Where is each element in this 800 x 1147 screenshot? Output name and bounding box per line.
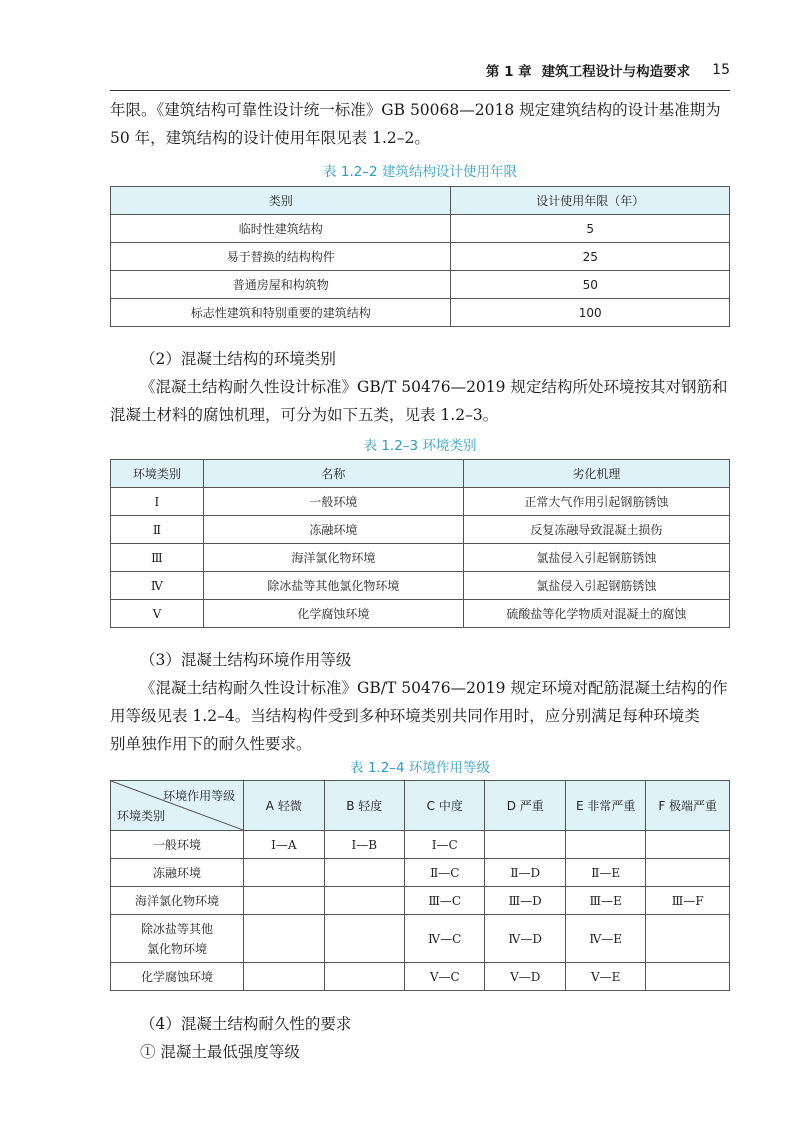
intro-paragraph <box>110 96 730 152</box>
chapter-title: 建筑工程设计与构造要求 <box>541 64 691 80</box>
table2-header-class: 环境类别 <box>111 460 204 488</box>
table2-header-mechanism: 劣化机理 <box>463 460 729 488</box>
table3-header-b: B 轻度 <box>324 781 404 831</box>
table-cell: Ⅲ <box>111 544 204 572</box>
table-row <box>111 600 730 628</box>
environment-action-grade-table <box>110 780 730 991</box>
table-cell: Ⅲ—D <box>485 887 565 915</box>
section3-line-2: 用等级见表 1.2–4。当结构构件受到多种环境类别共同作用时，应分别满足每种环境类 <box>110 707 700 725</box>
section4-heading: （4）混凝土结构耐久性的要求 <box>140 1015 352 1033</box>
table-cell: Ⅰ—B <box>324 831 404 859</box>
section4-subheading: ① 混凝土最低强度等级 <box>140 1043 300 1061</box>
table-cell: 5 <box>451 215 730 243</box>
table-cell: Ⅴ—C <box>405 963 485 991</box>
table3-corner-header <box>111 781 244 831</box>
row-label-line-1: 除冰盐等其他 <box>141 921 214 936</box>
row-label: 冻融环境 <box>111 859 244 887</box>
table-cell: Ⅲ—C <box>405 887 485 915</box>
table-row <box>111 859 730 887</box>
table-row <box>111 831 730 859</box>
row-label <box>111 915 244 963</box>
table-cell: Ⅳ—E <box>565 915 645 963</box>
section3-line-3: 别单独作用下的耐久性要求。 <box>110 735 312 753</box>
table-cell <box>646 859 730 887</box>
table-cell <box>324 859 404 887</box>
intro-line-2: 50 年，建筑结构的设计使用年限见表 1.2–2。 <box>110 129 430 147</box>
table3-header-c: C 中度 <box>405 781 485 831</box>
section2-heading: （2）混凝土结构的环境类别 <box>140 350 336 368</box>
table-cell: 除冰盐等其他氯化物环境 <box>203 572 463 600</box>
corner-bottom-label: 环境类别 <box>117 809 166 823</box>
section3-line-1: 《混凝土结构耐久性设计标准》GB/T 50476—2019 规定环境对配筋混凝土结构的作 <box>140 679 728 697</box>
corner-top-label: 环境作用等级 <box>163 789 236 803</box>
table-cell: 冻融环境 <box>203 516 463 544</box>
table-cell: 反复冻融导致混凝土损伤 <box>463 516 729 544</box>
table-cell <box>646 831 730 859</box>
chapter-number: 第 1 章 <box>485 64 532 80</box>
table-row <box>111 299 730 327</box>
table-cell: Ⅰ—C <box>405 831 485 859</box>
table3-header-a: A 轻微 <box>244 781 324 831</box>
table-cell <box>565 831 645 859</box>
table-row <box>111 271 730 299</box>
table-cell: 正常大气作用引起钢筋锈蚀 <box>463 488 729 516</box>
table-row <box>111 215 730 243</box>
table-cell: Ⅳ <box>111 572 204 600</box>
row-label: 一般环境 <box>111 831 244 859</box>
section2-line-1: 《混凝土结构耐久性设计标准》GB/T 50476—2019 规定结构所处环境按其对钢筋和 <box>140 378 728 396</box>
table-cell: 海洋氯化物环境 <box>203 544 463 572</box>
table1-header-years: 设计使用年限（年） <box>451 187 730 215</box>
table3-header-f: F 极端严重 <box>646 781 730 831</box>
table-cell <box>646 963 730 991</box>
table-cell: 标志性建筑和特别重要的建筑结构 <box>111 299 451 327</box>
section3-paragraph <box>110 674 730 758</box>
table-cell: 25 <box>451 243 730 271</box>
table-row <box>111 915 730 963</box>
table-cell: Ⅲ—E <box>565 887 645 915</box>
table-cell: 临时性建筑结构 <box>111 215 451 243</box>
table-cell: 50 <box>451 271 730 299</box>
table3-header-e: E 非常严重 <box>565 781 645 831</box>
table-row <box>111 963 730 991</box>
table-row <box>111 887 730 915</box>
table-cell: 化学腐蚀环境 <box>203 600 463 628</box>
table-row <box>111 516 730 544</box>
table2-caption: 表 1.2–3 环境类别 <box>363 438 477 454</box>
table-cell <box>324 915 404 963</box>
table1-caption: 表 1.2–2 建筑结构设计使用年限 <box>323 164 517 180</box>
table-cell: Ⅱ—E <box>565 859 645 887</box>
table-row <box>111 243 730 271</box>
table3-header-d: D 严重 <box>485 781 565 831</box>
table-cell <box>244 859 324 887</box>
table-cell: Ⅳ—D <box>485 915 565 963</box>
table-row <box>111 544 730 572</box>
table-cell: 100 <box>451 299 730 327</box>
table-cell: Ⅰ—A <box>244 831 324 859</box>
table-cell: 普通房屋和构筑物 <box>111 271 451 299</box>
row-label: 化学腐蚀环境 <box>111 963 244 991</box>
row-label: 海洋氯化物环境 <box>111 887 244 915</box>
table-cell <box>244 915 324 963</box>
table-cell <box>324 963 404 991</box>
table-cell <box>646 915 730 963</box>
environment-class-table <box>110 459 730 628</box>
table-cell <box>244 887 324 915</box>
table-cell: 氯盐侵入引起钢筋锈蚀 <box>463 544 729 572</box>
table3-caption: 表 1.2–4 环境作用等级 <box>350 760 490 776</box>
table-cell: Ⅴ—E <box>565 963 645 991</box>
table-cell: Ⅴ <box>111 600 204 628</box>
table-cell: Ⅲ—F <box>646 887 730 915</box>
section2-paragraph <box>110 373 730 429</box>
table-cell: Ⅴ—D <box>485 963 565 991</box>
table-cell <box>244 963 324 991</box>
table-cell <box>324 887 404 915</box>
table-cell: Ⅱ—C <box>405 859 485 887</box>
table-cell: 易于替换的结构构件 <box>111 243 451 271</box>
table1-header-category: 类别 <box>111 187 451 215</box>
table-cell: Ⅱ <box>111 516 204 544</box>
section2-line-2: 混凝土材料的腐蚀机理，可分为如下五类，见表 1.2–3。 <box>110 406 499 424</box>
page-number: 15 <box>712 62 730 78</box>
table-row <box>111 488 730 516</box>
table-cell: 一般环境 <box>203 488 463 516</box>
table-cell <box>485 831 565 859</box>
intro-line-1: 年限。《建筑结构可靠性设计统一标准》GB 50068—2018 规定建筑结构的设计基准期为 <box>110 101 721 119</box>
table-cell: Ⅱ—D <box>485 859 565 887</box>
row-label-line-2: 氯化物环境 <box>147 941 208 956</box>
running-header <box>110 50 730 91</box>
table-cell: Ⅰ <box>111 488 204 516</box>
table-cell: 氯盐侵入引起钢筋锈蚀 <box>463 572 729 600</box>
service-life-table <box>110 186 730 327</box>
table-cell: 硫酸盐等化学物质对混凝土的腐蚀 <box>463 600 729 628</box>
table-cell: Ⅳ—C <box>405 915 485 963</box>
table2-header-name: 名称 <box>203 460 463 488</box>
section3-heading: （3）混凝土结构环境作用等级 <box>140 651 352 669</box>
table-row <box>111 572 730 600</box>
